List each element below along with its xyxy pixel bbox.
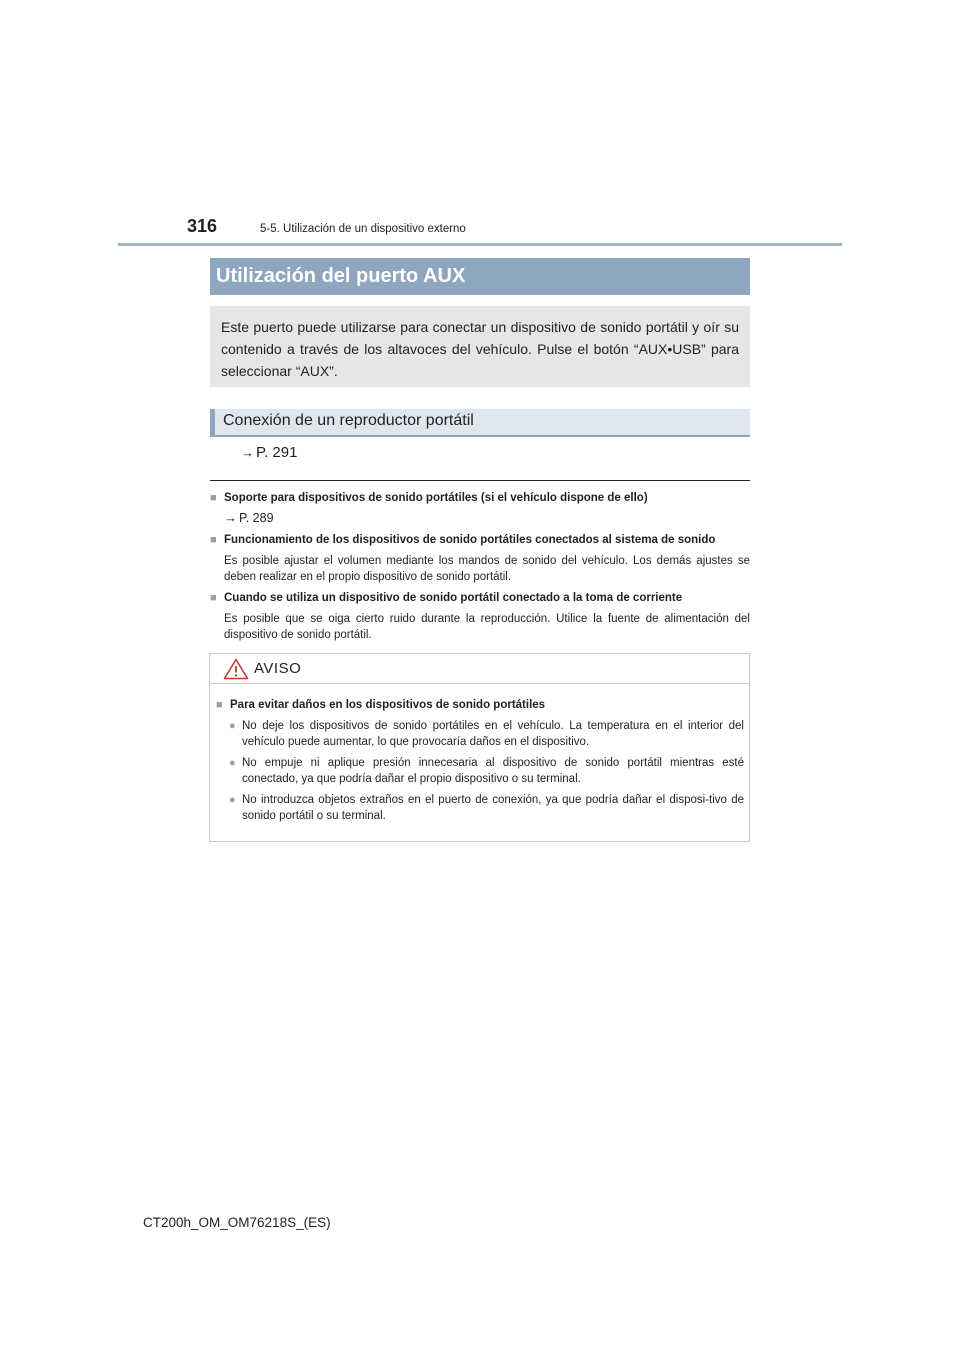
warning-item-text: No empuje ni aplique presión innecesaria al dispositivo de sonido portátil mientras esté conectado, ya que podría dañar el propio dispositivo o su terminal. xyxy=(242,757,744,785)
warning-label: AVISO xyxy=(254,660,302,677)
note-reference-text: P. 289 xyxy=(239,511,274,525)
square-bullet-icon: ■ xyxy=(210,492,217,504)
warning-item xyxy=(216,755,744,787)
warning-item-text: No deje los dispositivos de sonido portátiles en el vehículo. La temperatura en el interior del vehículo puede aumentar, lo que provocaría daños en el dispositivo. xyxy=(242,720,744,748)
note-item xyxy=(210,490,750,526)
header-rule xyxy=(118,243,842,246)
arrow-right-icon: → xyxy=(224,510,237,525)
dot-bullet-icon: ● xyxy=(229,720,236,732)
note-heading: Cuando se utiliza un dispositivo de sonido portátil conectado a la toma de corriente xyxy=(224,592,683,604)
section-divider xyxy=(210,480,750,481)
section-heading: Conexión de un reproductor portátil xyxy=(223,412,474,429)
square-bullet-icon: ■ xyxy=(210,592,217,604)
warning-triangle-icon xyxy=(223,658,249,680)
warning-item-text: No introduzca objetos extraños en el puerto de conexión, ya que podría dañar el disposi-tivo de sonido portátil o su terminal. xyxy=(242,794,744,822)
note-body: Es posible que se oiga cierto ruido durante la reproducción. Utilice la fuente de alimentación del dispositivo de sonido portátil. xyxy=(224,613,750,641)
section-heading-bar xyxy=(210,409,750,437)
page-reference-text: P. 291 xyxy=(256,444,298,461)
section-accent xyxy=(210,409,215,435)
chapter-heading: 5-5. Utilización de un dispositivo externo xyxy=(260,223,466,235)
note-page-reference[interactable] xyxy=(210,510,750,526)
note-heading: Funcionamiento de los dispositivos de sonido portátiles conectados al sistema de sonido xyxy=(224,534,716,546)
dot-bullet-icon: ● xyxy=(229,757,236,769)
page-title: Utilización del puerto AUX xyxy=(210,258,750,295)
document-code: CT200h_OM_OM76218S_(ES) xyxy=(143,1215,331,1230)
note-body: Es posible ajustar el volumen mediante los mandos de sonido del vehículo. Los demás ajustes se deben realizar en el propio dispositivo de sonido portátil. xyxy=(224,555,750,583)
arrow-right-icon: → xyxy=(241,445,254,460)
warning-header xyxy=(210,654,749,684)
note-heading: Soporte para dispositivos de sonido portátiles (si el vehículo dispone de ello) xyxy=(224,492,648,504)
note-item xyxy=(210,532,750,585)
square-bullet-icon: ■ xyxy=(216,699,223,711)
dot-bullet-icon: ● xyxy=(229,794,236,806)
warning-content xyxy=(216,697,744,824)
warning-heading: Para evitar daños en los dispositivos de sonido portátiles xyxy=(230,699,546,711)
warning-item xyxy=(216,792,744,824)
note-item xyxy=(210,590,750,643)
warning-item xyxy=(216,718,744,750)
page-number: 316 xyxy=(187,216,218,236)
square-bullet-icon: ■ xyxy=(210,534,217,546)
warning-box xyxy=(209,653,750,842)
page-reference[interactable] xyxy=(241,444,297,461)
intro-paragraph: Este puerto puede utilizarse para conectar un dispositivo de sonido portátil y oír su contenido a través de los altavoces del vehículo. Pulse el botón “AUX•USB” para seleccionar “AUX”. xyxy=(210,306,750,387)
